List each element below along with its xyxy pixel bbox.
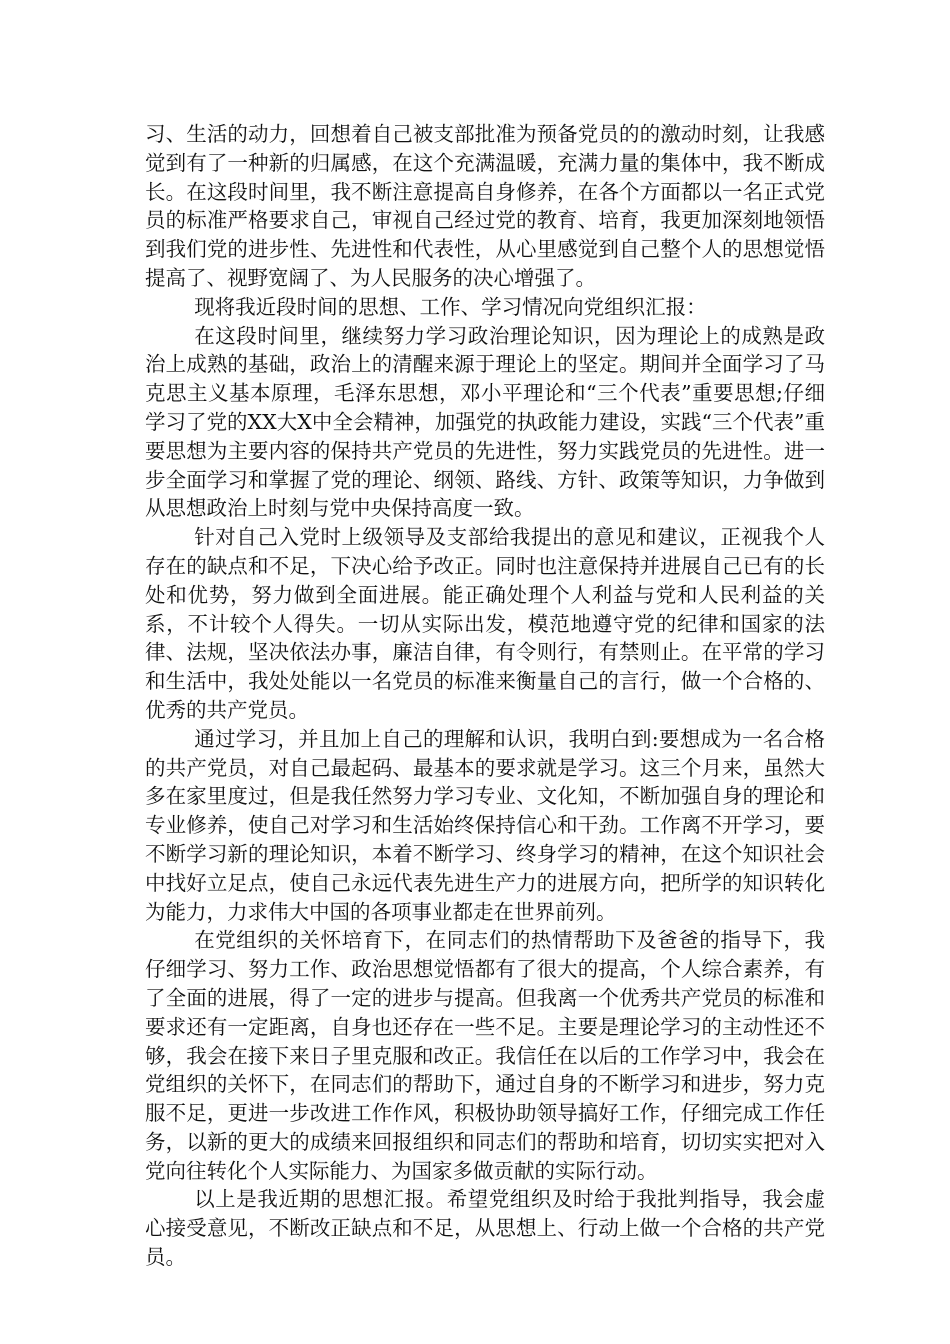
paragraph-self-correction: 针对自己入党时上级领导及支部给我提出的意见和建议，正视我个人存在的缺点和不足，下决心给予改正。同时也注意保持并进展自己已有的长处和优势，努力做到全面进展。能正确处理个人利益与党和人民利益的关系，不计较个人得失。一切从实际出发，模范地遵守党的纪律和国家的法律、法规，坚决依法办事，廉洁自律，有令则行，有禁则止。在平常的学习和生活中，我处处能以一名党员的标准来衡量自己的言行，做一个合格的、优秀的共产党员。 bbox=[145, 525, 825, 722]
paragraph-theory-study: 在这段时间里，继续努力学习政治理论知识，因为理论上的成熟是政治上成熟的基础，政治上的清醒来源于理论上的坚定。期间并全面学习了马克思主义基本原理，毛泽东思想，邓小平理论和“三个代表”重要思想;仔细学习了党的XX大X中全会精神，加强党的执政能力建设，实践“三个代表”重要思想为主要内容的保持共产党员的先进性，努力实践党员的先进性。进一步全面学习和掌握了党的理论、纲领、路线、方针、政策等知识，力争做到从思想政治上时刻与党中央保持高度一致。 bbox=[145, 323, 825, 521]
paragraph-progress: 在党组织的关怀培育下，在同志们的热情帮助下及爸爸的指导下，我仔细学习、努力工作、政治思想觉悟都有了很大的提高，个人综合素养，有了全面的进展，得了一定的进步与提高。但我离一个优秀共产党员的标准和要求还有一定距离，自身也还存在一些不足。主要是理论学习的主动性还不够，我会在接下来日子里克服和改正。我信任在以后的工作学习中，我会在党组织的关怀下，在同志们的帮助下，通过自身的不断学习和进步，努力克服不足，更进一步改进工作作风，积极协助领导搞好工作，仔细完成工作任务，以新的更大的成绩来回报组织和同志们的帮助和培育，切切实实把对入党向往转化个人实际能力、为国家多做贡献的实际行动。 bbox=[145, 928, 825, 1183]
paragraph-closing: 以上是我近期的思想汇报。希望党组织及时给于我批判指导，我会虚心接受意见，不断改正缺点和不足，从思想上、行动上做一个合格的共产党员。 bbox=[145, 1187, 825, 1270]
paragraph-continuation: 习、生活的动力，回想着自己被支部批准为预备党员的的激动时刻，让我感觉到有了一种新的归属感，在这个充满温暖，充满力量的集体中，我不断成长。在这段时间里，我不断注意提高自身修养，在各个方面都以一名正式党员的标准严格要求自己，审视自己经过党的教育、培育，我更加深刻地领悟到我们党的进步性、先进性和代表性，从心里感觉到自己整个人的思想觉悟提高了、视野宽阔了、为人民服务的决心增强了。 bbox=[145, 122, 825, 290]
paragraph-learning: 通过学习，并且加上自己的理解和认识，我明白到:要想成为一名合格的共产党员，对自己最起码、最基本的要求就是学习。这三个月来，虽然大多在家里度过，但是我任然努力学习专业、文化知，不断加强自身的理论和专业修养，使自己对学习和生活始终保持信心和干劲。工作离不开学习，要不断学习新的理论知识，本着不断学习、终身学习的精神，在这个知识社会中找好立足点，使自己永远代表先进生产力的进展方向，把所学的知识转化为能力，力求伟大中国的各项事业都走在世界前列。 bbox=[145, 726, 825, 924]
document-body bbox=[145, 120, 825, 1272]
paragraph-report-intro: 现将我近段时间的思想、工作、学习情况向党组织汇报： bbox=[194, 294, 707, 319]
